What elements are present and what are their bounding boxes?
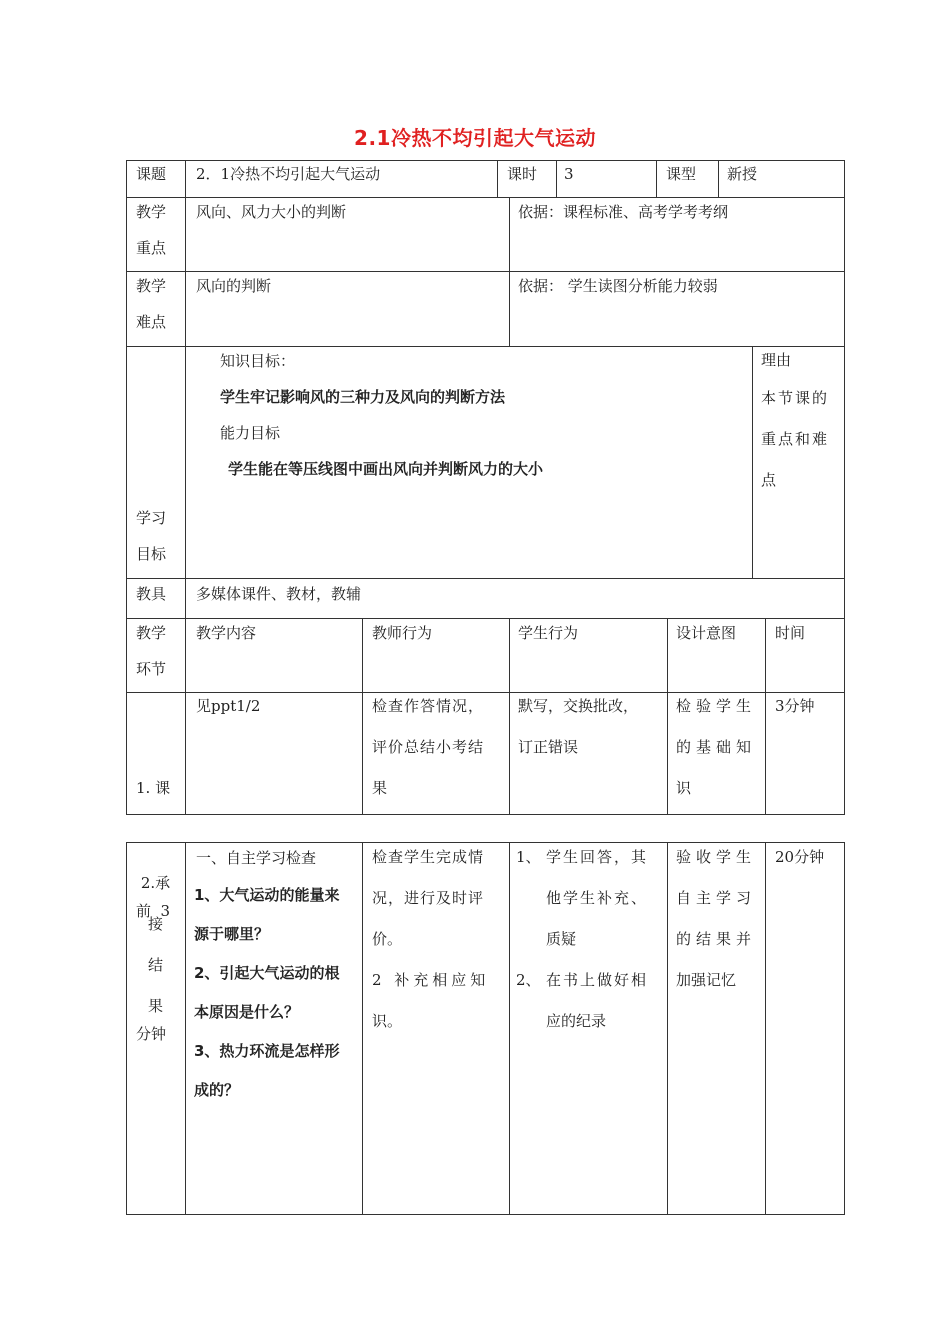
step2-design: 验收学生 自主学习 的结果并 加强记忆	[676, 848, 757, 989]
student-item-1-text: 学生回答，其 他学生补充、 质疑	[546, 848, 649, 948]
content-header: 教学内容	[196, 624, 257, 642]
tools-value: 多媒体课件、教材，教辅	[196, 585, 362, 603]
step2-label: 2.承 接 结 果	[140, 874, 171, 1015]
time-header: 时间	[775, 624, 806, 642]
column-divider	[765, 842, 766, 1215]
student-item-2-text: 在书上做好相 应的纪录	[546, 971, 649, 1030]
column-divider	[667, 618, 668, 815]
step1-time: 3分钟	[775, 697, 815, 715]
column-divider	[752, 346, 753, 578]
column-divider	[556, 160, 557, 197]
student-item-1: 1、 学生回答，其 他学生补充、 质疑	[516, 837, 664, 960]
column-divider	[765, 618, 766, 815]
step-header-label: 教学 环节	[136, 624, 167, 678]
ability-goal-text: 学生能在等压线图中画出风向并判断风力的大小	[228, 460, 544, 478]
topic-value: 2．1冷热不均引起大气运动	[196, 165, 381, 183]
student-header: 学生行为	[518, 624, 579, 642]
column-divider	[497, 160, 498, 197]
knowledge-goal-text: 学生牢记影响风的三种力及风向的判断方法	[220, 388, 506, 406]
column-divider	[362, 618, 363, 815]
key-points-content: 风向、风力大小的判断	[196, 203, 347, 221]
difficulty-content: 风向的判断	[196, 277, 272, 295]
column-divider	[509, 618, 510, 815]
key-points-basis: 依据：课程标准、高考学考考纲	[518, 203, 729, 221]
knowledge-goal-heading: 知识目标：	[220, 352, 296, 370]
column-divider	[185, 160, 186, 815]
tools-label: 教具	[136, 585, 167, 603]
step2-student	[516, 837, 664, 1042]
ability-goal-heading: 能力目标	[220, 424, 281, 442]
student-item-2: 2、 在书上做好相 应的纪录	[516, 960, 664, 1042]
step2-content: 一、自主学习检查 1、大气运动的能量来 源于哪里？ 2、引起大气运动的根 本原因是什么？ 3、热力环流是怎样形 成的？	[194, 849, 340, 1099]
type-value: 新授	[727, 165, 758, 183]
step1-design: 检验学生 的基础知 识	[676, 697, 757, 797]
hours-label: 课时	[507, 165, 538, 183]
step1-teacher: 检查作答情况， 评价总结小考结 果	[372, 697, 485, 797]
difficulty-basis: 依据： 学生读图分析能力较弱	[518, 277, 718, 295]
goals-label: 学习 目标	[136, 509, 167, 563]
step1-label: 1. 课 前 3 分钟	[136, 779, 171, 1043]
teacher-header: 教师行为	[372, 624, 433, 642]
column-divider	[362, 842, 363, 1215]
step1-content: 见ppt1/2	[196, 697, 261, 715]
key-points-label: 教学 重点	[136, 203, 167, 257]
type-label: 课型	[666, 165, 697, 183]
page-title: 2.1冷热不均引起大气运动	[354, 126, 596, 150]
design-header: 设计意图	[676, 624, 737, 642]
column-divider	[509, 197, 510, 346]
column-divider	[667, 842, 668, 1215]
hours-value: 3	[564, 165, 574, 183]
column-divider	[185, 842, 186, 1215]
step1-student: 默写，交换批改， 订正错误	[518, 697, 639, 756]
difficulty-label: 教学 难点	[136, 277, 167, 331]
step2-time: 20分钟	[775, 848, 825, 866]
step2-teacher: 检查学生完成情 况，进行及时评 价。 2 补充相应知 识。	[372, 848, 490, 1030]
goals-reason: 理由 本节课的 重点和难 点	[761, 351, 830, 489]
column-divider	[509, 842, 510, 1215]
column-divider	[656, 160, 657, 197]
topic-label: 课题	[136, 165, 167, 183]
column-divider	[718, 160, 719, 197]
